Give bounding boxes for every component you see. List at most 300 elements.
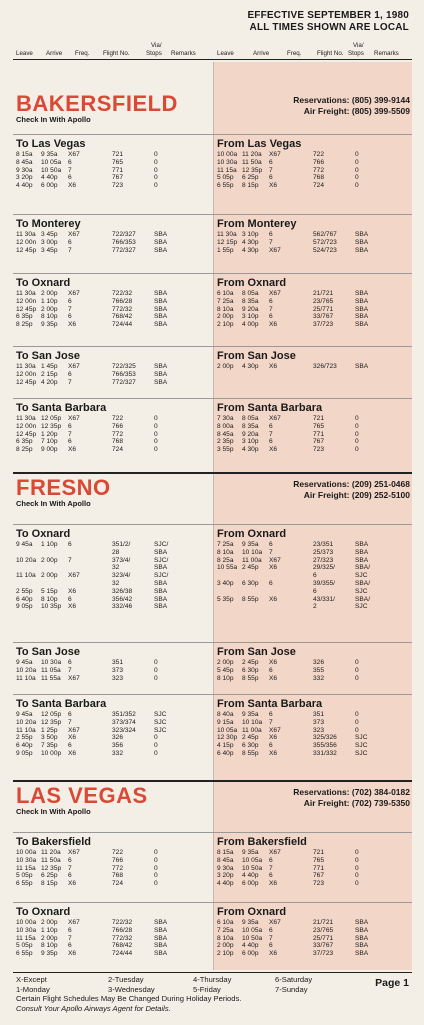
flight-row <box>16 742 209 750</box>
route-group-rule <box>13 214 412 215</box>
flight-row <box>16 321 209 329</box>
flight-rows <box>217 659 410 682</box>
leave-time: 2 10p <box>217 321 234 329</box>
flight-number: 323/324 <box>112 726 136 734</box>
frequency: 6 <box>269 541 273 548</box>
via-stops: 0 <box>355 711 359 718</box>
flight-row <box>217 927 410 935</box>
flight-number: 724 <box>313 182 325 190</box>
flight-row <box>16 174 209 182</box>
flight-number: 23/765 <box>313 926 334 934</box>
via-stops: 0 <box>154 849 158 856</box>
leave-time: 4 40p <box>217 880 234 888</box>
flight-number: 724/44 <box>112 950 133 958</box>
arrive-time: 9 35a <box>242 711 259 718</box>
arrive-time: 9 20a <box>242 305 259 313</box>
flight-row <box>217 659 410 667</box>
frequency: 6 <box>269 856 273 864</box>
leave-time: 7 25a <box>217 926 234 934</box>
legend-col-1 <box>16 975 50 994</box>
arrive-time: 12 05p <box>41 415 62 422</box>
frequency: X6 <box>68 734 77 742</box>
leave-time: 6 55p <box>217 182 234 190</box>
flight-row <box>16 927 209 935</box>
flight-row <box>16 306 209 314</box>
flight-number: 765 <box>112 158 124 166</box>
route-title: To Santa Barbara <box>16 698 107 710</box>
flight-rows <box>217 415 410 454</box>
via-stops: 0 <box>154 749 158 757</box>
city-rule <box>13 472 412 474</box>
via-stops: SBA <box>355 321 369 329</box>
leave-time: 9 05p <box>16 749 33 757</box>
frequency: 7 <box>269 864 273 872</box>
frequency: 6 <box>68 422 72 430</box>
arrive-time: 3 50p <box>41 734 58 742</box>
leave-time: 6 55p <box>16 880 33 888</box>
leave-time: 10 30a <box>16 856 37 864</box>
flight-row <box>217 750 410 758</box>
flight-number: 767 <box>313 872 325 880</box>
frequency: 6 <box>269 297 273 305</box>
page-number: Page 1 <box>375 977 409 989</box>
reservations-phone: Reservations: (209) 251-0468 <box>293 479 410 489</box>
col-leave: Leave <box>16 50 33 57</box>
col-via-return: Via/ <box>353 42 364 49</box>
flight-row <box>16 942 209 950</box>
arrive-time: 3 00p <box>41 238 58 246</box>
arrive-time: 8 10p <box>41 942 58 950</box>
flight-row <box>217 174 410 182</box>
arrive-time: 9 35p <box>41 321 58 329</box>
arrive-time: 10 05a <box>41 158 62 166</box>
arrive-time: 10 35p <box>41 603 62 611</box>
via-stops: SJC <box>154 726 167 734</box>
flight-row <box>217 719 410 727</box>
leave-time: 9 05p <box>16 603 33 611</box>
route-group-rule <box>13 346 412 347</box>
via-stops: SBA <box>154 603 168 611</box>
frequency: X6 <box>68 749 77 757</box>
col-arrive: Arrive <box>46 50 63 57</box>
column-headers <box>13 38 412 60</box>
flight-row <box>217 572 410 580</box>
frequency: X6 <box>269 734 278 742</box>
arrive-time: 9 20a <box>242 430 259 438</box>
frequency: 6 <box>269 711 273 718</box>
via-stops: SJC/ <box>154 541 169 548</box>
flight-rows <box>16 711 209 758</box>
frequency: 6 <box>68 595 72 603</box>
frequency: X67 <box>68 290 80 297</box>
flight-row <box>217 919 410 927</box>
leave-time: 12 00n <box>16 370 37 378</box>
arrive-time: 12 35p <box>41 718 62 726</box>
flight-row <box>217 865 410 873</box>
route-title: From Santa Barbara <box>217 402 323 414</box>
flight-number: 323/4/ <box>112 572 131 580</box>
city-rule <box>13 780 412 782</box>
air-freight-phone: Air Freight: (805) 399-5509 <box>303 106 410 116</box>
via-stops: SBA/ <box>355 564 371 572</box>
flight-row <box>217 363 410 371</box>
col-stops: Stops <box>146 50 162 57</box>
flight-number: 326 <box>112 734 124 742</box>
frequency: 7 <box>68 864 72 872</box>
flight-row <box>217 423 410 431</box>
via-stops: SBA <box>154 246 168 254</box>
check-in-note: Check In With Apollo <box>16 499 91 508</box>
via-stops: 0 <box>355 174 359 182</box>
leave-time: 8 45a <box>16 158 33 166</box>
arrive-time: 5 15p <box>41 587 58 595</box>
via-stops: SBA <box>154 587 168 595</box>
col-stops-return: Stops <box>348 50 364 57</box>
flight-row <box>217 239 410 247</box>
flight-number: 32 <box>112 579 120 587</box>
flight-row <box>217 446 410 454</box>
frequency: X6 <box>269 182 278 190</box>
frequency: X6 <box>68 603 77 611</box>
via-stops: SBA/ <box>355 579 371 587</box>
frequency: X6 <box>68 950 77 958</box>
legend-saturday: 6-Saturday <box>275 975 313 984</box>
via-stops: 0 <box>355 864 359 872</box>
leave-time: 2 10p <box>217 950 234 958</box>
flight-number: 771 <box>112 166 124 174</box>
flight-number: 323 <box>313 726 325 734</box>
flight-rows <box>16 849 209 888</box>
flight-row <box>217 935 410 943</box>
via-stops: SJC <box>355 587 368 595</box>
flight-row <box>16 371 209 379</box>
leave-time: 8 45a <box>217 430 234 438</box>
air-freight-phone: Air Freight: (209) 252-5100 <box>303 490 410 500</box>
flight-number: 25/373 <box>313 548 334 556</box>
via-stops: SJC <box>154 718 167 726</box>
flight-row <box>16 596 209 604</box>
via-stops: SBA <box>355 231 369 238</box>
flight-row <box>217 734 410 742</box>
frequency: X6 <box>68 587 77 595</box>
flight-row <box>16 734 209 742</box>
leave-time: 7 25a <box>217 541 234 548</box>
via-stops: SBA <box>154 934 168 942</box>
flight-row <box>217 950 410 958</box>
via-stops: SBA <box>355 313 369 321</box>
flight-number: 768/42 <box>112 942 133 950</box>
via-stops: SBA <box>154 950 168 958</box>
arrive-time: 2 15p <box>41 370 58 378</box>
flight-row <box>16 857 209 865</box>
via-stops: SJC <box>355 749 368 757</box>
via-stops: SJC <box>355 572 368 580</box>
route-group-rule <box>13 273 412 274</box>
via-stops: SBA <box>154 363 168 370</box>
flight-number: 27/323 <box>313 556 334 564</box>
flight-number: 723 <box>313 880 325 888</box>
leave-time: 2 00p <box>217 659 234 666</box>
frequency: 6 <box>269 742 273 750</box>
via-stops: 0 <box>355 880 359 888</box>
arrive-time: 8 55p <box>242 749 259 757</box>
via-stops: SBA <box>154 564 168 572</box>
leave-time: 2 00p <box>217 942 234 950</box>
flight-row <box>16 935 209 943</box>
flight-row <box>16 588 209 596</box>
flight-row <box>217 159 410 167</box>
via-stops: SBA <box>355 556 369 564</box>
leave-time: 6 35p <box>16 313 33 321</box>
frequency: X67 <box>68 363 80 370</box>
flight-row <box>16 182 209 190</box>
arrive-time: 1 10p <box>41 541 58 548</box>
leave-time: 12 45p <box>16 430 37 438</box>
col-flight-no-return: Flight No. <box>317 50 344 57</box>
flight-row <box>217 438 410 446</box>
flight-number: 721 <box>313 415 325 422</box>
flight-row <box>217 321 410 329</box>
flight-number: 723 <box>313 446 325 454</box>
arrive-time: 8 35a <box>242 297 259 305</box>
flight-number: 724 <box>112 880 124 888</box>
col-remarks: Remarks <box>171 50 196 57</box>
via-stops: SBA <box>154 548 168 556</box>
frequency: 7 <box>68 378 72 386</box>
via-stops: SBA <box>355 541 369 548</box>
flight-number: 723 <box>112 182 124 190</box>
flight-number: 722/32 <box>112 919 133 926</box>
leave-time: 9 15a <box>217 718 234 726</box>
flight-number: 23/351 <box>313 541 334 548</box>
via-stops: SBA <box>355 305 369 313</box>
check-in-note: Check In With Apollo <box>16 807 91 816</box>
leave-time: 10 05a <box>217 726 238 734</box>
leave-time: 11 30a <box>16 290 36 297</box>
arrive-time: 11 50a <box>41 856 61 864</box>
arrive-time: 3 10p <box>242 313 259 321</box>
flight-row <box>217 151 410 159</box>
legend-thursday: 4-Thursday <box>193 975 232 984</box>
flight-row <box>16 549 209 557</box>
via-stops: 0 <box>154 864 158 872</box>
route-title: To Oxnard <box>16 906 71 918</box>
via-stops: 0 <box>154 446 158 454</box>
leave-time: 5 05p <box>16 872 33 880</box>
reservations-phone: Reservations: (702) 384-0182 <box>293 787 410 797</box>
flight-number: 332 <box>313 674 325 682</box>
arrive-time: 10 00p <box>41 749 62 757</box>
frequency: 6 <box>269 313 273 321</box>
via-stops: 0 <box>355 430 359 438</box>
frequency: X67 <box>269 556 281 564</box>
leave-time: 8 10a <box>217 934 234 942</box>
arrive-time: 6 30p <box>242 666 259 674</box>
frequency: X67 <box>269 726 281 734</box>
leave-time: 8 40a <box>217 711 234 718</box>
arrive-time: 4 40p <box>242 942 259 950</box>
flight-row <box>16 711 209 719</box>
leave-time: 10 20a <box>16 666 37 674</box>
route-title: To Santa Barbara <box>16 402 107 414</box>
legend-wednesday: 3-Wednesday <box>108 984 155 994</box>
leave-time: 8 00a <box>217 422 234 430</box>
flight-row <box>217 415 410 423</box>
leave-time: 6 40p <box>16 595 33 603</box>
arrive-time: 10 10a <box>242 548 263 556</box>
flight-number: 6 <box>313 572 317 580</box>
via-stops: 0 <box>154 430 158 438</box>
flight-row <box>16 603 209 611</box>
leave-time: 12 00n <box>16 297 37 305</box>
via-stops: 0 <box>355 659 359 666</box>
arrive-time: 4 40p <box>242 872 259 880</box>
via-stops: SBA <box>154 942 168 950</box>
frequency: X67 <box>269 151 281 158</box>
frequency: X67 <box>68 674 80 682</box>
leave-time: 7 25a <box>217 297 234 305</box>
flight-number: 6 <box>313 587 317 595</box>
flight-row <box>16 247 209 255</box>
effective-date-header <box>247 10 409 34</box>
leave-time: 6 40p <box>16 742 33 750</box>
via-stops: SBA <box>355 548 369 556</box>
frequency: X67 <box>68 572 80 580</box>
flight-number: 331/332 <box>313 749 337 757</box>
arrive-time: 1 45p <box>41 363 58 370</box>
leave-time: 6 10a <box>217 290 234 297</box>
frequency: X6 <box>269 749 278 757</box>
arrive-time: 11 00a <box>242 556 262 564</box>
flight-rows <box>217 849 410 888</box>
flight-number: 33/767 <box>313 313 334 321</box>
arrive-time: 4 00p <box>242 321 259 329</box>
col-via: Via/ <box>151 42 162 49</box>
flight-row <box>16 290 209 298</box>
leave-time: 12 45p <box>16 378 37 386</box>
holiday-note: Certain Flight Schedules May Be Changed During Holiday Periods. <box>16 994 242 1003</box>
flight-number: 771 <box>313 864 325 872</box>
frequency: 7 <box>269 238 273 246</box>
flight-number: 373/4/ <box>112 556 131 564</box>
frequency: 7 <box>68 666 72 674</box>
flight-number: 37/723 <box>313 321 334 329</box>
leave-time: 11 30a <box>16 415 36 422</box>
flight-rows <box>16 151 209 190</box>
frequency: 6 <box>269 926 273 934</box>
frequency: 7 <box>68 305 72 313</box>
leave-time: 3 55p <box>217 446 234 454</box>
flight-number: 29/325/ <box>313 564 335 572</box>
flight-row <box>16 541 209 549</box>
leave-time: 3 40p <box>217 579 234 587</box>
flight-rows <box>16 919 209 958</box>
timetable-content <box>13 0 412 1025</box>
via-stops: SBA <box>154 231 168 238</box>
city-contacts <box>293 479 410 501</box>
flight-row <box>217 313 410 321</box>
arrive-time: 11 20a <box>41 849 61 856</box>
frequency: X6 <box>269 595 278 603</box>
arrive-time: 9 35a <box>242 541 259 548</box>
flight-number: 373 <box>112 666 124 674</box>
flight-number: 33/767 <box>313 942 334 950</box>
flight-number: 37/723 <box>313 950 334 958</box>
flight-number: 765 <box>313 856 325 864</box>
flight-row <box>16 415 209 423</box>
flight-rows <box>217 151 410 190</box>
leave-time: 8 25a <box>217 556 234 564</box>
via-stops: 0 <box>355 166 359 174</box>
frequency: X6 <box>269 363 278 370</box>
leave-time: 5 35p <box>217 595 234 603</box>
flight-row <box>16 659 209 667</box>
frequency: 6 <box>269 872 273 880</box>
route-title: To Oxnard <box>16 277 71 289</box>
arrive-time: 7 10p <box>41 438 58 446</box>
leave-time: 9 45a <box>16 711 33 718</box>
flight-number: 768 <box>112 438 124 446</box>
flight-number: 524/723 <box>313 246 337 254</box>
via-stops: 0 <box>355 158 359 166</box>
flight-row <box>217 580 410 588</box>
frequency: X6 <box>269 674 278 682</box>
col-leave-return: Leave <box>217 50 234 57</box>
flight-row <box>217 596 410 604</box>
frequency: 7 <box>269 718 273 726</box>
via-stops: 0 <box>355 415 359 422</box>
via-stops: SJC/ <box>154 572 169 580</box>
flight-row <box>217 942 410 950</box>
leave-time: 8 45a <box>217 856 234 864</box>
via-stops: 0 <box>154 415 158 422</box>
flight-number: 768/42 <box>112 313 133 321</box>
flight-row <box>16 239 209 247</box>
flight-row <box>16 750 209 758</box>
legend-sunday: 7-Sunday <box>275 984 308 994</box>
via-stops: SBA <box>154 238 168 246</box>
via-stops: SBA <box>154 305 168 313</box>
flight-number: 772/32 <box>112 934 133 942</box>
flight-number: 765 <box>313 422 325 430</box>
leave-time: 8 10a <box>217 548 234 556</box>
frequency: 6 <box>68 742 72 750</box>
via-stops: 0 <box>355 151 359 158</box>
flight-row <box>217 711 410 719</box>
leave-time: 10 00a <box>16 849 37 856</box>
leave-time: 9 45a <box>16 541 33 548</box>
air-freight-phone: Air Freight: (702) 739-5350 <box>303 798 410 808</box>
arrive-time: 9 35a <box>41 151 58 158</box>
via-stops: 0 <box>154 674 158 682</box>
via-stops: SBA <box>154 378 168 386</box>
flight-rows <box>217 711 410 758</box>
flight-rows <box>217 290 410 329</box>
frequency: 6 <box>68 659 72 666</box>
arrive-time: 6 00p <box>242 950 259 958</box>
flight-row <box>16 564 209 572</box>
frequency: 7 <box>68 430 72 438</box>
via-stops: SJC/ <box>154 556 169 564</box>
frequency: X6 <box>68 446 77 454</box>
arrive-time: 9 00p <box>41 446 58 454</box>
leave-time: 12 45p <box>16 246 37 254</box>
route-title: From San Jose <box>217 350 296 362</box>
leave-time: 12 45p <box>16 305 37 313</box>
flight-number: 23/765 <box>313 297 334 305</box>
arrive-time: 11 50a <box>242 158 262 166</box>
flight-number: 562/767 <box>313 231 337 238</box>
